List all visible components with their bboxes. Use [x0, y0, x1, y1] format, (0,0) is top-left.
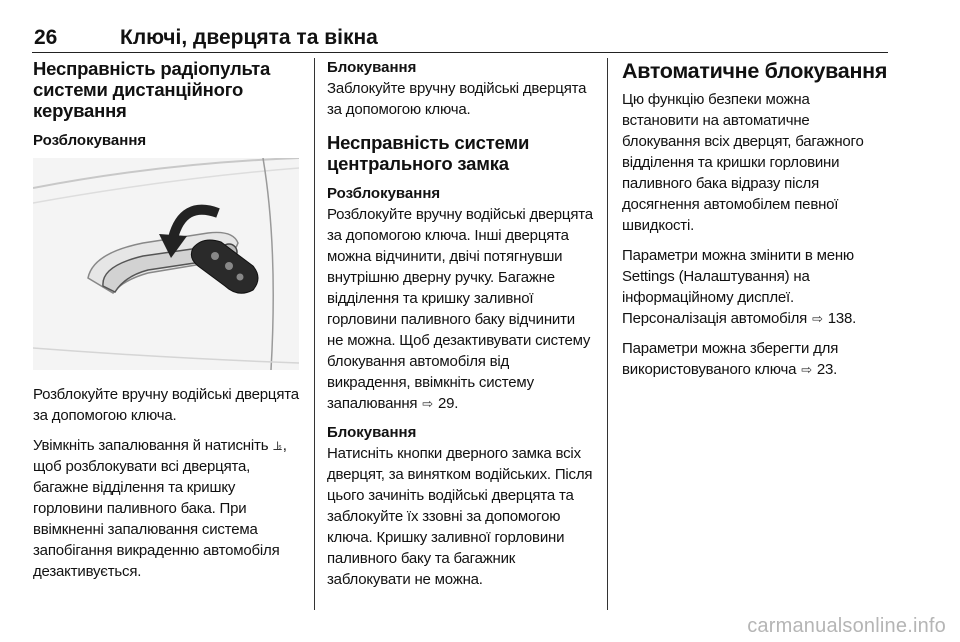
page-number: 26 — [34, 26, 58, 49]
paragraph: Цю функцію безпеки можна встановити на автоматичне блокування всіх дверцят, багажного відділення та кришки горловини паливного бака відразу після досягнення автомобілем певної швидкості. — [622, 91, 864, 234]
subheading-unlocking: Розблокування — [327, 185, 441, 202]
text-span: Розблокуйте вручну водійські дверцята за допомогою ключа. Інші дверцята можна відчинити, двічі потягнувши внутрішню дверну ручку. Багажне відділення та кришку заливної горловини паливного баку відчинити не можна. Щоб дезактивувати систему блокування автомобіля від викрадення, ввімкніть систему запалювання — [327, 206, 593, 412]
subheading-locking: Блокування — [327, 424, 417, 441]
text-span: Параметри можна змінити в меню Settings (Налаштування) на інформаційному дисплеї. — [622, 247, 854, 306]
door-handle-with-key-fob-illustration — [33, 158, 299, 370]
text-span: Увімкніть запалювання й натисніть — [33, 437, 273, 454]
text-span: Параметри можна зберегти для використовуваного ключа — [622, 340, 839, 378]
column-2 — [327, 58, 595, 599]
text-span: , щоб розблокувати всі дверцята, багажне відділення та кришку горловини паливного бака. При ввімкненні запалювання система запобігання викраденню автомобіля дезактивується. — [33, 437, 287, 580]
paragraph — [622, 245, 890, 329]
text-span: Персоналізація автомобіля — [622, 310, 808, 327]
subheading-unlocking: Розблокування — [33, 132, 147, 149]
page-reference-arrow-icon: ⇨ — [801, 362, 812, 377]
column-1 — [33, 58, 301, 591]
paragraph — [622, 338, 890, 380]
subheading-locking: Блокування — [327, 59, 417, 76]
paragraph — [327, 204, 595, 414]
paragraph: Розблокуйте вручну водійські дверцята за допомогою ключа. — [33, 386, 299, 424]
paragraph: Заблокуйте вручну водійські дверцята за допомогою ключа. — [327, 80, 587, 118]
page-header — [32, 26, 888, 53]
page-reference-arrow-icon: ⇨ — [422, 396, 433, 411]
watermark: carmanualsonline.info — [747, 615, 946, 637]
section-heading-auto-lock: Автоматичне блокування — [622, 59, 888, 83]
page-reference-link[interactable]: 138. — [827, 310, 857, 327]
column-3 — [622, 58, 890, 389]
column-divider — [314, 58, 315, 610]
page-reference-arrow-icon: ⇨ — [812, 311, 823, 326]
page-reference-link[interactable]: 23. — [816, 361, 838, 378]
paragraph: Натисніть кнопки дверного замка всіх дверцят, за винятком водійських. Після цього зачиніть водійські дверцята та заблокуйте їх ззовні за допомогою ключа. Кришку заливної горловини паливного баку та багажник заблокувати не можна. — [327, 445, 593, 588]
column-divider — [607, 58, 608, 610]
section-heading-remote-fault: Несправність радіопульта системи дистанційного керування — [33, 58, 271, 121]
chapter-title: Ключі, дверцята та вікна — [120, 26, 378, 49]
trunk-unlock-icon: ⫡ — [273, 438, 282, 453]
door-handle-figure — [33, 158, 299, 370]
page-reference-link[interactable]: 29. — [437, 395, 459, 412]
paragraph — [33, 435, 301, 582]
section-heading-central-lock-fault: Несправність системи центрального замка — [327, 132, 530, 174]
